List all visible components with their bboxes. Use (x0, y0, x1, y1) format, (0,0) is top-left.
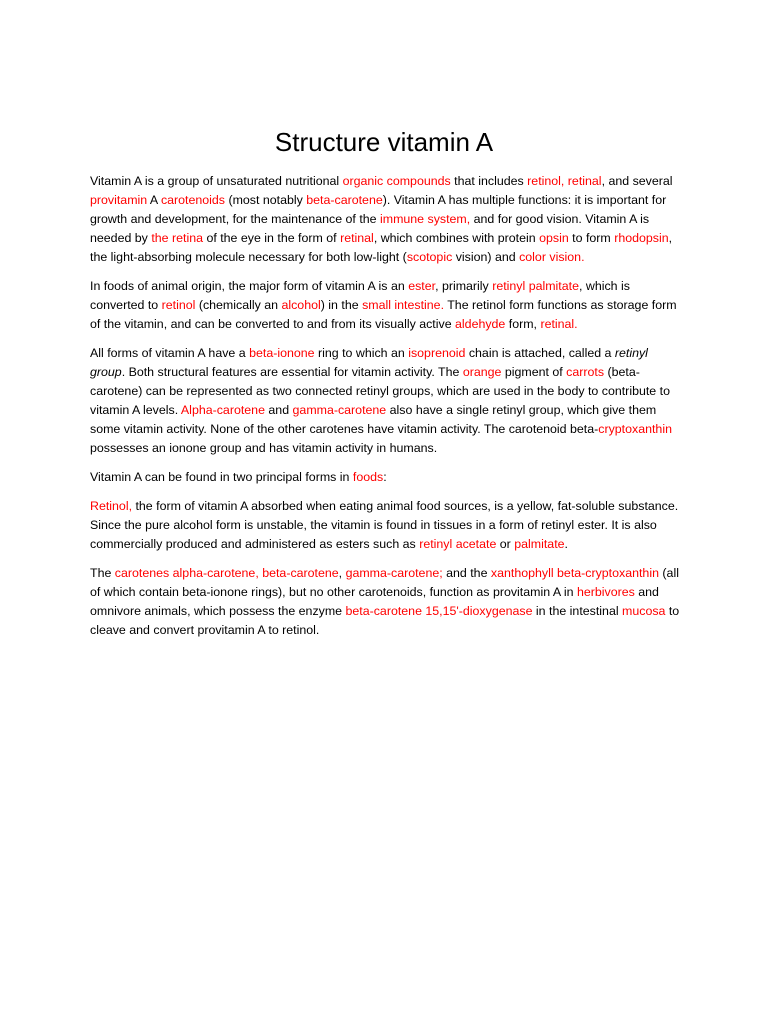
text-run: (all of which contain beta-ionone rings), but no other carotenoids, function as provitamin A in (90, 566, 679, 599)
document-body (90, 172, 680, 650)
text-run: A (147, 193, 161, 207)
text-run: or (496, 537, 515, 551)
text-run: vision) and (452, 250, 520, 264)
text-link[interactable]: beta-ionone (249, 346, 315, 360)
text-link[interactable]: rhodopsin (614, 231, 669, 245)
text-link[interactable]: the retina (151, 231, 203, 245)
text-run: : (383, 470, 387, 484)
paragraph (90, 277, 680, 334)
text-run: ). Vitamin A has multiple functions: it is important for growth and development, for the maintenance of the (90, 193, 667, 226)
text-link[interactable]: immune system, (380, 212, 471, 226)
text-run: also have a single retinyl group, which give them some vitamin activity. None of the other carotenes have vitamin activity. The carotenoid beta- (90, 403, 657, 436)
paragraph (90, 468, 680, 487)
text-link[interactable]: gamma-carotene (292, 403, 387, 417)
text-run: (beta-carotene) can be represented as two connected retinyl groups, which are used in the body to contribute to vitamin A levels. (90, 365, 670, 417)
text-run: The (90, 566, 115, 580)
text-run: the form of vitamin A absorbed when eating animal food sources, is a yellow, fat-soluble substance. Since the pure alcohol form is unstable, the vitamin is found in tissues in a form of retinyl ester. It is also commercially produced and administered as esters such as (90, 499, 679, 551)
italic-term: retinyl group (90, 346, 648, 379)
text-run: possesses an ionone group and has vitamin activity in humans. (90, 441, 438, 455)
text-run: , and several (601, 174, 673, 188)
text-run: to cleave and convert provitamin A to retinol. (90, 604, 680, 637)
text-run: ring to which an (314, 346, 409, 360)
text-link[interactable]: retinyl palmitate (492, 279, 579, 293)
paragraph (90, 344, 680, 458)
text-link[interactable]: retinol, retinal (527, 174, 602, 188)
text-run: in the intestinal (532, 604, 623, 618)
text-link[interactable]: ester (408, 279, 436, 293)
text-run: (chemically an (195, 298, 282, 312)
text-link[interactable]: xanthophyll beta-cryptoxanthin (490, 566, 659, 580)
text-run: All forms of vitamin A have a (90, 346, 250, 360)
text-link[interactable]: alcohol (281, 298, 321, 312)
page-title: Structure vitamin A (274, 127, 494, 157)
text-link[interactable]: gamma-carotene; (345, 566, 443, 580)
text-link[interactable]: color vision. (519, 250, 585, 264)
text-link[interactable]: isoprenoid (408, 346, 466, 360)
text-link[interactable]: mucosa (622, 604, 666, 618)
text-link[interactable]: Retinol, (90, 499, 133, 513)
text-link[interactable]: carotenoids (160, 193, 225, 207)
text-link[interactable]: retinyl acetate (419, 537, 497, 551)
text-link[interactable]: small intestine. (362, 298, 445, 312)
text-run: that includes (450, 174, 528, 188)
text-run: of the eye in the form of (203, 231, 341, 245)
text-link[interactable]: retinol (161, 298, 196, 312)
text-link[interactable]: carrots (566, 365, 605, 379)
text-link[interactable]: provitamin (90, 193, 148, 207)
text-run: . Both structural features are essential for vitamin activity. The (121, 365, 463, 379)
paragraph (90, 172, 680, 267)
text-link[interactable]: beta-carotene 15,15'-dioxygenase (345, 604, 533, 618)
text-run: and for good vision. Vitamin A is needed by (90, 212, 650, 245)
text-run: , which is converted to (90, 279, 630, 312)
paragraph (90, 497, 680, 554)
text-run: The retinol form functions as storage form of the vitamin, and can be converted to and from its visually active (90, 298, 677, 331)
text-run: In foods of animal origin, the major form of vitamin A is an (90, 279, 409, 293)
text-link[interactable]: foods (352, 470, 384, 484)
text-run: and omnivore animals, which possess the enzyme (90, 585, 659, 618)
text-run: , (338, 566, 346, 580)
text-run: Vitamin A can be found in two principal forms in (90, 470, 353, 484)
text-run: . (564, 537, 568, 551)
text-run: , primarily (435, 279, 493, 293)
text-link[interactable]: carotenes alpha-carotene, beta-carotene (114, 566, 339, 580)
text-run: to form (568, 231, 615, 245)
text-link[interactable]: cryptoxanthin (598, 422, 672, 436)
text-link[interactable]: opsin (539, 231, 569, 245)
text-run: ) in the (320, 298, 363, 312)
text-run: , which combines with protein (373, 231, 540, 245)
text-link[interactable]: herbivores (576, 585, 635, 599)
text-link[interactable]: beta-carotene (306, 193, 383, 207)
text-run: and the (442, 566, 491, 580)
text-link[interactable]: orange (462, 365, 502, 379)
text-link[interactable]: scotopic (406, 250, 453, 264)
paragraph (90, 564, 680, 640)
text-run: and (264, 403, 293, 417)
text-run: chain is attached, called a (465, 346, 615, 360)
text-link[interactable]: retinal (340, 231, 374, 245)
text-link[interactable]: aldehyde (455, 317, 506, 331)
text-run: form, (505, 317, 541, 331)
text-run: (most notably (225, 193, 307, 207)
text-link[interactable]: Alpha-carotene (180, 403, 265, 417)
text-link[interactable]: organic compounds (342, 174, 451, 188)
text-run: , the light-absorbing molecule necessary for both low-light ( (90, 231, 673, 264)
text-run: Vitamin A is a group of unsaturated nutritional (90, 174, 343, 188)
text-run: pigment of (501, 365, 567, 379)
text-link[interactable]: retinal. (540, 317, 578, 331)
text-link[interactable]: palmitate (514, 537, 565, 551)
